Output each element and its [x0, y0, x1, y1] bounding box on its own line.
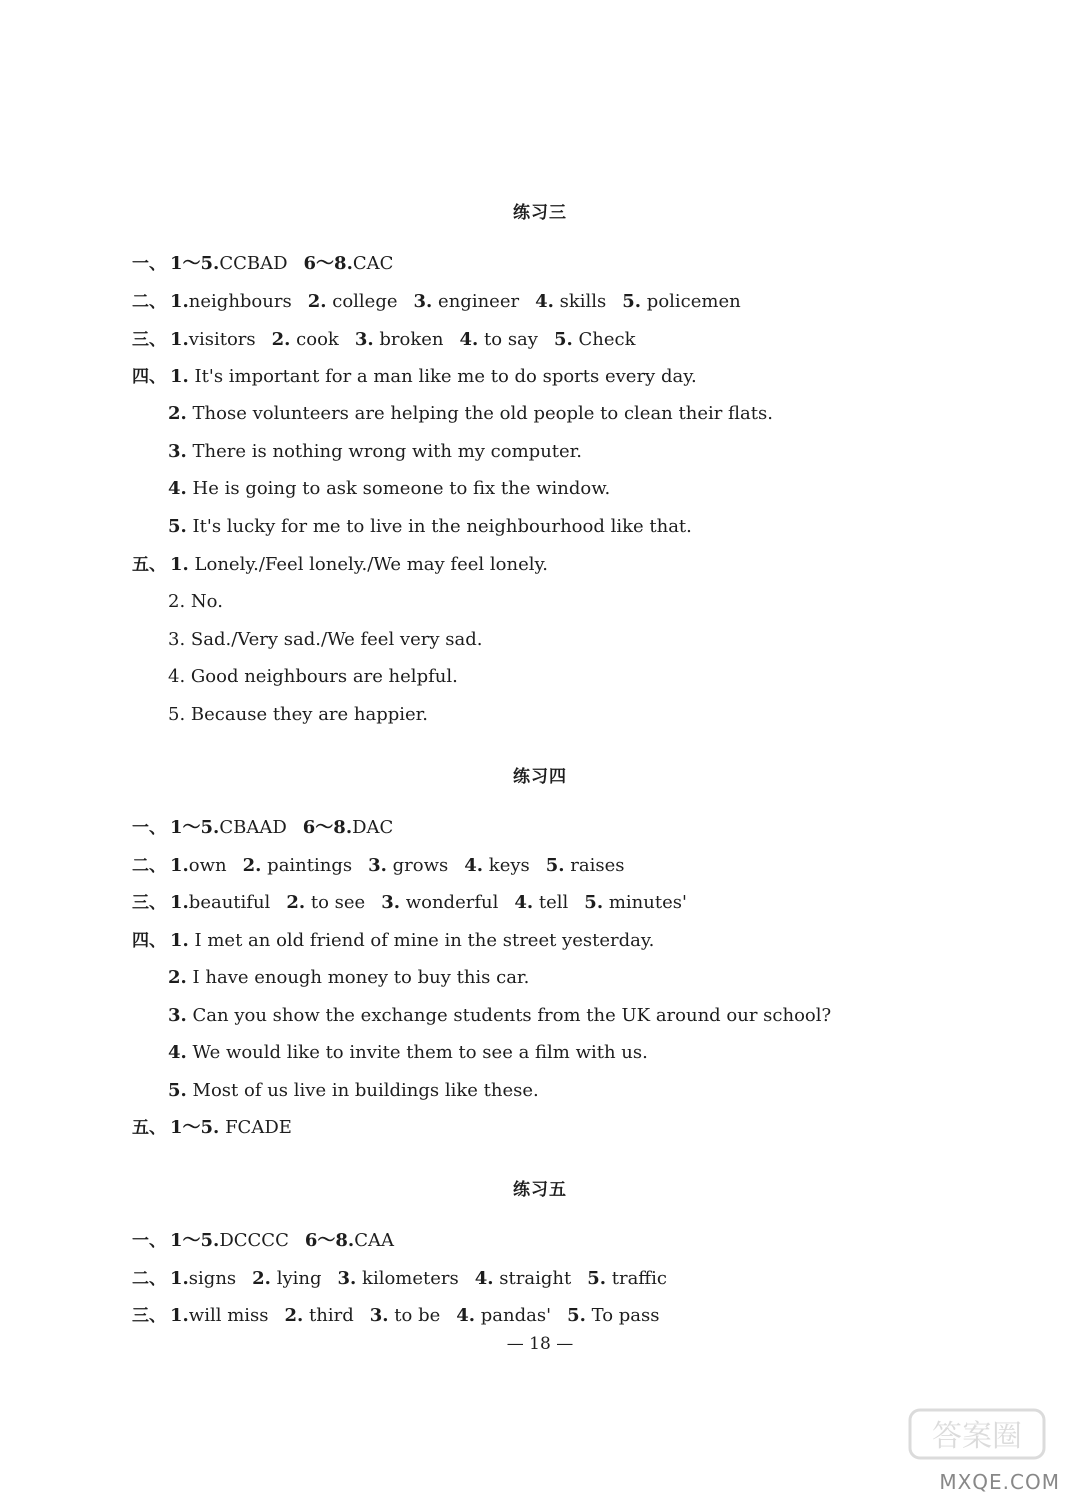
- answer-line: 3. Sad./Very sad./We feel very sad.: [168, 629, 483, 650]
- answer-line: 一、 1～5.CCBAD 6～8.CAC: [132, 253, 394, 274]
- answer-line: 三、 1.will miss 2. third 3. to be 4. pandas' 5. To pass: [132, 1305, 660, 1326]
- answer-line: 一、 1～5.CBAAD 6～8.DAC: [132, 817, 394, 838]
- answer-line: 一、 1～5.DCCCC 6～8.CAA: [132, 1230, 394, 1251]
- answer-line: 4. He is going to ask someone to fix the window.: [168, 478, 611, 499]
- answer-line: 二、 1.own 2. paintings 3. grows 4. keys 5. raises: [132, 855, 625, 876]
- section-title: 练习四: [513, 767, 567, 787]
- answer-line: 四、 1. I met an old friend of mine in the street yesterday.: [132, 930, 655, 951]
- answer-line: 五、 1～5. FCADE: [132, 1117, 292, 1138]
- answer-line: 二、 1.signs 2. lying 3. kilometers 4. straight 5. traffic: [132, 1268, 667, 1289]
- answer-line: 5. Because they are happier.: [168, 704, 429, 725]
- answer-line: 三、 1.beautiful 2. to see 3. wonderful 4. tell 5. minutes': [132, 892, 687, 913]
- answer-line: 4. Good neighbours are helpful.: [168, 666, 458, 687]
- answer-line: 2. Those volunteers are helping the old people to clean their flats.: [168, 403, 773, 424]
- answer-line: 2. I have enough money to buy this car.: [168, 967, 530, 988]
- section-title: 练习三: [513, 203, 567, 223]
- watermark-text: MXQE.COM: [939, 1470, 1060, 1494]
- answer-line: 3. There is nothing wrong with my computer.: [168, 441, 583, 462]
- page-number: — 18 —: [506, 1334, 574, 1354]
- answer-line: 3. Can you show the exchange students from the UK around our school?: [168, 1005, 832, 1026]
- answer-line: 四、 1. It's important for a man like me to do sports every day.: [132, 366, 697, 387]
- answer-line: 2. No.: [168, 591, 223, 612]
- answer-line: 三、 1.visitors 2. cook 3. broken 4. to say 5. Check: [132, 329, 636, 350]
- section-title: 练习五: [513, 1180, 567, 1200]
- watermark-logo-text: 答案圈: [932, 1419, 1022, 1454]
- answer-line: 5. It's lucky for me to live in the neighbourhood like that.: [168, 516, 692, 537]
- answer-line: 五、 1. Lonely./Feel lonely./We may feel lonely.: [132, 554, 548, 575]
- answer-line: 4. We would like to invite them to see a film with us.: [168, 1042, 648, 1063]
- answer-line: 二、 1.neighbours 2. college 3. engineer 4. skills 5. policemen: [132, 291, 741, 312]
- answer-line: 5. Most of us live in buildings like these.: [168, 1080, 539, 1101]
